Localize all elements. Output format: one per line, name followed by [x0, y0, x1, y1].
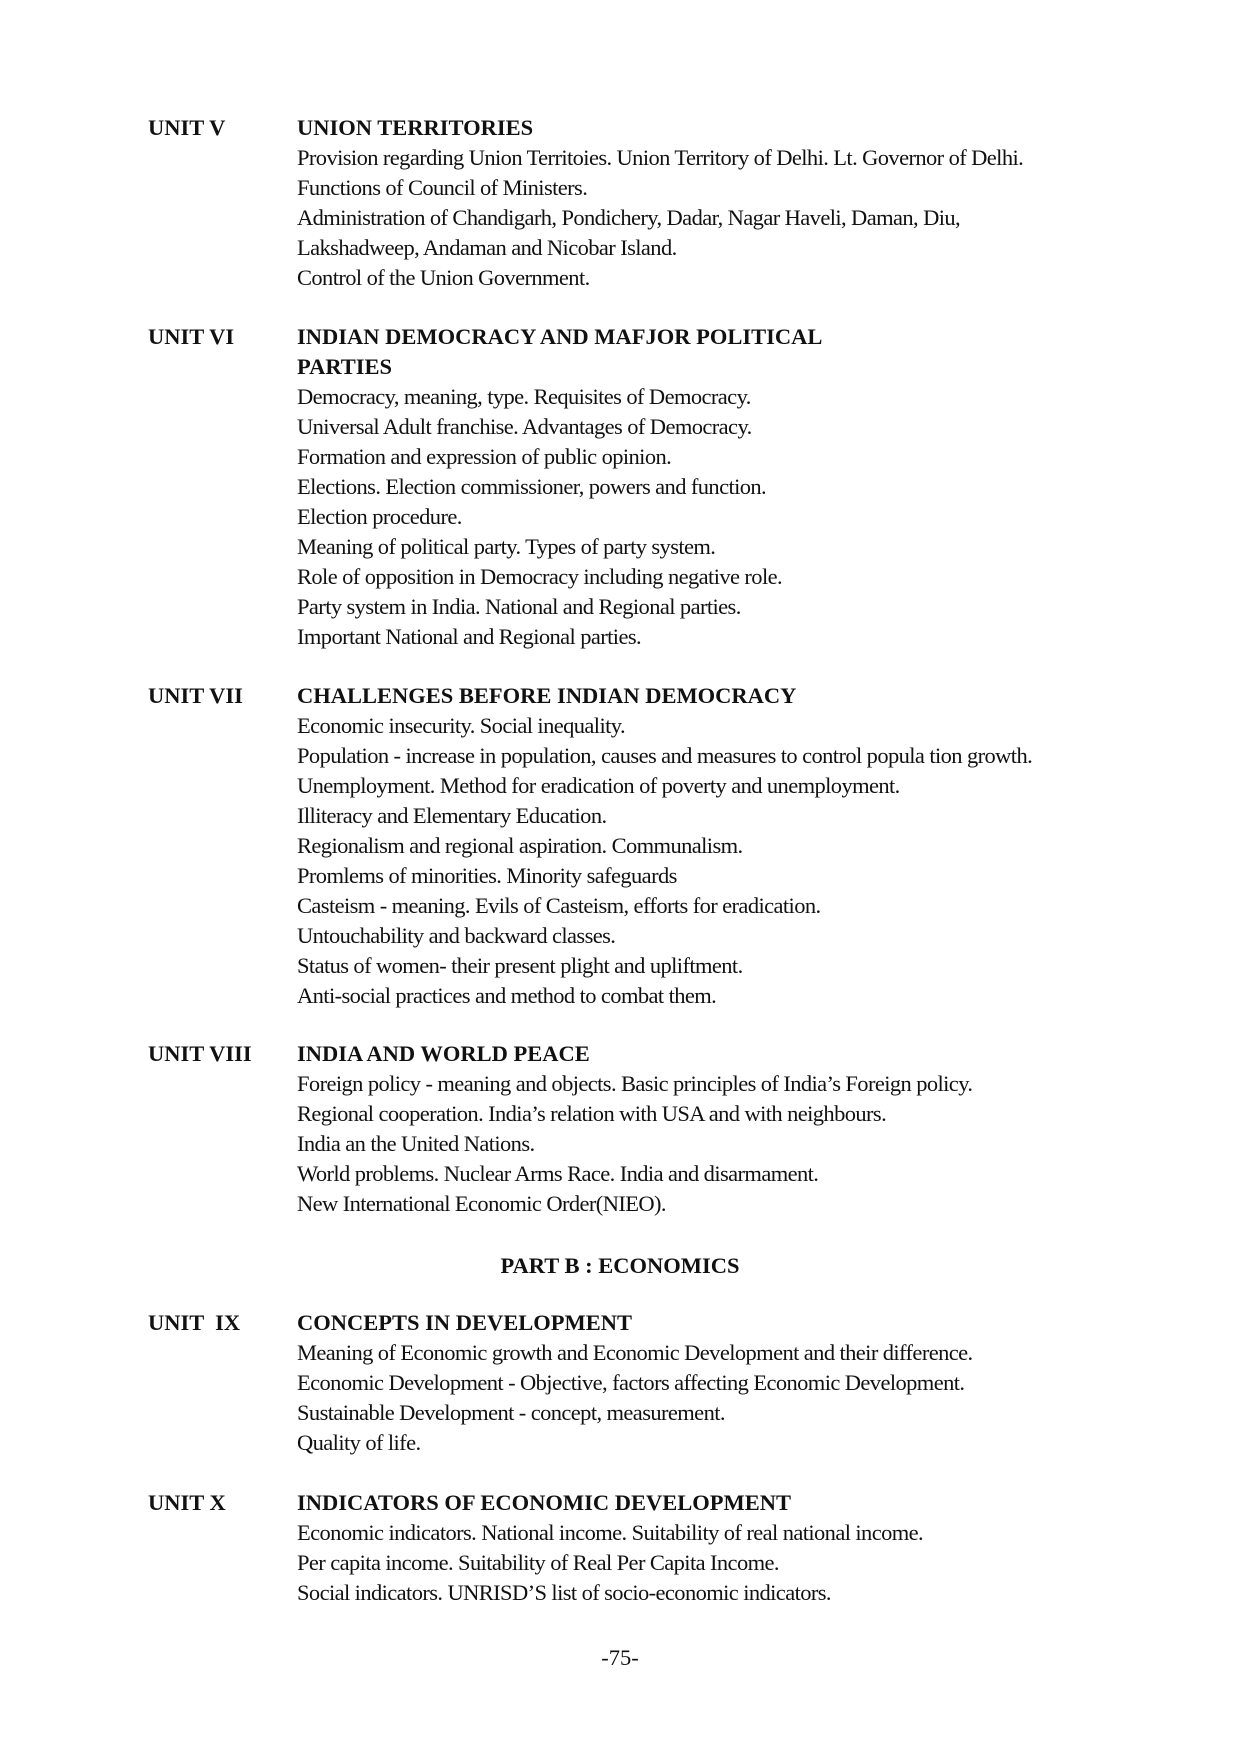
unit-label: UNIT VIII: [148, 1041, 252, 1066]
unit-line: New International Economic Order(NIEO).: [297, 1191, 666, 1216]
unit-line: Unemployment. Method for eradication of poverty and unemployment.: [297, 773, 900, 798]
unit-line: Democracy, meaning, type. Requisites of Democracy.: [297, 384, 751, 409]
unit-title: CONCEPTS IN DEVELOPMENT: [297, 1310, 633, 1335]
unit-line: Functions of Council of Ministers.: [297, 175, 588, 200]
unit-line: Status of women- their present plight and upliftment.: [297, 953, 743, 978]
unit-line: Important National and Regional parties.: [297, 624, 642, 649]
unit-line: Economic Development - Objective, factors affecting Economic Development.: [297, 1370, 965, 1395]
unit-body: [297, 322, 1148, 652]
unit-line: Provision regarding Union Territoies. Union Territory of Delhi. Lt. Governor of Delhi.: [297, 145, 1024, 170]
unit-line: Universal Adult franchise. Advantages of Democracy.: [297, 414, 752, 439]
unit-label: UNIT VII: [148, 683, 243, 708]
unit-line: Casteism - meaning. Evils of Casteism, efforts for eradication.: [297, 893, 821, 918]
unit-line: Meaning of Economic growth and Economic Development and their difference.: [297, 1340, 973, 1365]
unit-line: Elections. Election commissioner, powers and function.: [297, 474, 767, 499]
unit-label: UNIT VI: [148, 324, 235, 349]
unit-line: Social indicators. UNRISD’S list of socio-economic indicators.: [297, 1580, 831, 1605]
unit-line: Election procedure.: [297, 504, 462, 529]
unit-line: Meaning of political party. Types of party system.: [297, 534, 716, 559]
unit-line: Economic insecurity. Social inequality.: [297, 713, 625, 738]
unit-line: Lakshadweep, Andaman and Nicobar Island.: [297, 235, 677, 260]
unit-label: UNIT IX: [148, 1310, 241, 1335]
unit-line: Regionalism and regional aspiration. Communalism.: [297, 833, 743, 858]
unit-line: Per capita income. Suitability of Real Per Capita Income.: [297, 1550, 779, 1575]
unit-line: Foreign policy - meaning and objects. Basic principles of India’s Foreign policy.: [297, 1071, 973, 1096]
unit-line: Role of opposition in Democracy including negative role.: [297, 564, 783, 589]
unit-title: INDICATORS OF ECONOMIC DEVELOPMENT: [297, 1490, 792, 1515]
unit-line: Untouchability and backward classes.: [297, 923, 616, 948]
unit-line: Formation and expression of public opinion.: [297, 444, 672, 469]
unit-line: India an the United Nations.: [297, 1131, 535, 1156]
unit-line: Sustainable Development - concept, measurement.: [297, 1400, 725, 1425]
unit-title: INDIAN DEMOCRACY AND MAFJOR POLITICAL PARTIES: [297, 324, 822, 379]
unit-line: Anti-social practices and method to combat them.: [297, 983, 717, 1008]
unit-label: UNIT X: [148, 1490, 226, 1515]
unit-body: [297, 1308, 1148, 1458]
unit-line: Quality of life.: [297, 1430, 421, 1455]
unit-line: Regional cooperation. India’s relation with USA and with neighbours.: [297, 1101, 887, 1126]
unit-line: Promlems of minorities. Minority safeguards: [297, 863, 677, 888]
unit-label: UNIT V: [148, 115, 226, 140]
unit-title: UNION TERRITORIES: [297, 115, 534, 140]
unit-body: [297, 1039, 1148, 1219]
unit-title: CHALLENGES BEFORE INDIAN DEMOCRACY: [297, 683, 797, 708]
unit-line: Control of the Union Government.: [297, 265, 590, 290]
unit-body: [297, 681, 1148, 1011]
unit-line: Economic indicators. National income. Suitability of real national income.: [297, 1520, 924, 1545]
unit-title: INDIA AND WORLD PEACE: [297, 1041, 590, 1066]
part-heading: PART B : ECONOMICS: [500, 1253, 740, 1278]
unit-body: [297, 113, 1148, 293]
unit-line: World problems. Nuclear Arms Race. India and disarmament.: [297, 1161, 819, 1186]
unit-body: [297, 1488, 1148, 1608]
unit-line: Population - increase in population, causes and measures to control popula tion growth.: [297, 743, 1033, 768]
unit-line: Party system in India. National and Regional parties.: [297, 594, 741, 619]
page-number: -75-: [601, 1645, 639, 1670]
unit-line: Illiteracy and Elementary Education.: [297, 803, 607, 828]
unit-line: Administration of Chandigarh, Pondichery, Dadar, Nagar Haveli, Daman, Diu,: [297, 205, 961, 230]
